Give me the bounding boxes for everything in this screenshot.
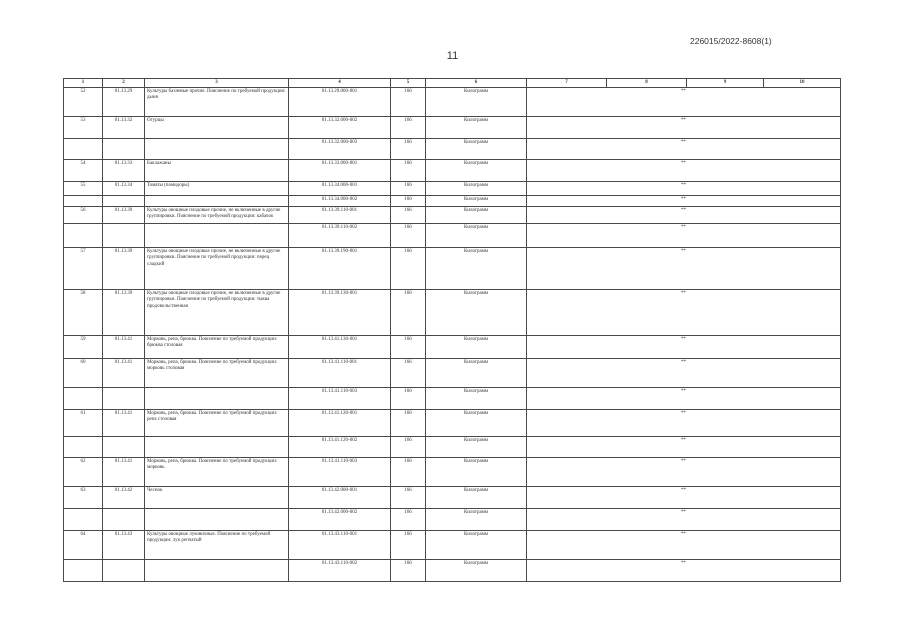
merged-characteristics-cell: ** — [527, 248, 841, 290]
okpd-code-cell: 01.13.43 — [103, 531, 145, 560]
unit-cell: Килограмм — [426, 160, 527, 182]
table-row — [64, 290, 841, 336]
product-name-cell: Культуры овощные плодовые прочие, не включенные в другие группировки. Пояснение по требуемой продукции: перец сладкий — [145, 248, 289, 290]
unit-cell: Килограмм — [426, 487, 527, 509]
unit-cell: Килограмм — [426, 560, 527, 582]
okei-code-cell: 166 — [391, 437, 426, 458]
okei-code-cell: 166 — [391, 160, 426, 182]
okei-code-cell: 166 — [391, 531, 426, 560]
okpd-position-cell: 01.13.39.130-001 — [289, 290, 391, 336]
merged-characteristics-cell: ** — [527, 224, 841, 248]
product-name-cell — [145, 560, 289, 582]
unit-cell: Килограмм — [426, 410, 527, 437]
product-name-cell: Культуры овощные луковичные. Пояснение по требуемой продукции: лук репчатый — [145, 531, 289, 560]
okpd-code-cell: 01.13.41 — [103, 359, 145, 388]
okpd-position-cell: 01.13.39.190-001 — [289, 248, 391, 290]
okpd-code-cell: 01.13.41 — [103, 410, 145, 437]
unit-cell: Килограмм — [426, 139, 527, 160]
merged-characteristics-cell: ** — [527, 117, 841, 139]
okpd-position-cell: 01.13.34.000-002 — [289, 196, 391, 207]
table-row — [64, 336, 841, 359]
unit-cell: Килограмм — [426, 388, 527, 410]
table-row — [64, 388, 841, 410]
merged-characteristics-cell: ** — [527, 509, 841, 531]
row-number-cell — [64, 437, 103, 458]
table-row — [64, 437, 841, 458]
row-number-cell: 58 — [64, 290, 103, 336]
table-row — [64, 207, 841, 224]
okpd-position-cell: 01.13.32.000-002 — [289, 117, 391, 139]
table-row — [64, 509, 841, 531]
product-name-cell: Баклажаны — [145, 160, 289, 182]
okpd-code-cell — [103, 437, 145, 458]
table-row — [64, 248, 841, 290]
merged-characteristics-cell: ** — [527, 560, 841, 582]
okpd-code-cell: 01.13.41 — [103, 336, 145, 359]
table-row — [64, 182, 841, 196]
unit-cell: Килограмм — [426, 458, 527, 487]
merged-characteristics-cell: ** — [527, 410, 841, 437]
unit-cell: Килограмм — [426, 248, 527, 290]
merged-characteristics-cell: ** — [527, 139, 841, 160]
column-header: 7 — [527, 79, 607, 88]
okpd-code-cell — [103, 388, 145, 410]
merged-characteristics-cell: ** — [527, 290, 841, 336]
column-header: 4 — [289, 79, 391, 88]
table-row — [64, 139, 841, 160]
row-number-cell — [64, 196, 103, 207]
table-row — [64, 560, 841, 582]
product-name-cell: Томаты (помидоры) — [145, 182, 289, 196]
okpd-position-cell: 01.13.39.110-001 — [289, 207, 391, 224]
table-row — [64, 196, 841, 207]
row-number-cell: 63 — [64, 487, 103, 509]
okpd-position-cell: 01.13.43.110-002 — [289, 560, 391, 582]
okei-code-cell: 166 — [391, 196, 426, 207]
okei-code-cell: 166 — [391, 359, 426, 388]
table-row — [64, 531, 841, 560]
merged-characteristics-cell: ** — [527, 531, 841, 560]
okei-code-cell: 166 — [391, 139, 426, 160]
okei-code-cell: 166 — [391, 458, 426, 487]
row-number-cell: 54 — [64, 160, 103, 182]
merged-characteristics-cell: ** — [527, 336, 841, 359]
product-name-cell — [145, 509, 289, 531]
product-name-cell: Морковь, репа, брюква. Пояснение по требуемой продукции: морковь — [145, 458, 289, 487]
row-number-cell: 64 — [64, 531, 103, 560]
okpd-code-cell: 01.13.39 — [103, 207, 145, 224]
unit-cell: Килограмм — [426, 290, 527, 336]
column-header: 1 — [64, 79, 103, 88]
product-name-cell — [145, 139, 289, 160]
row-number-cell — [64, 509, 103, 531]
unit-cell: Килограмм — [426, 224, 527, 248]
okei-code-cell: 166 — [391, 224, 426, 248]
unit-cell: Килограмм — [426, 437, 527, 458]
product-name-cell — [145, 224, 289, 248]
row-number-cell — [64, 224, 103, 248]
table-row — [64, 410, 841, 437]
okpd-position-cell: 01.13.39.110-002 — [289, 224, 391, 248]
unit-cell: Килограмм — [426, 196, 527, 207]
product-name-cell: Морковь, репа, брюква. Пояснение по требуемой продукции: морковь столовая — [145, 359, 289, 388]
okpd-position-cell: 01.13.41.110-003 — [289, 388, 391, 410]
column-header: 6 — [426, 79, 527, 88]
merged-characteristics-cell: ** — [527, 458, 841, 487]
table-header-row — [64, 79, 841, 88]
okpd-code-cell — [103, 224, 145, 248]
okei-code-cell: 166 — [391, 290, 426, 336]
product-name-cell: Культуры бахчевые прочие. Пояснение по требуемой продукции: дыня — [145, 88, 289, 117]
okei-code-cell: 166 — [391, 388, 426, 410]
okpd-position-cell: 01.13.41.120-001 — [289, 410, 391, 437]
table-row — [64, 224, 841, 248]
row-number-cell — [64, 388, 103, 410]
okpd-code-cell: 01.13.39 — [103, 248, 145, 290]
okpd-position-cell: 01.13.43.110-001 — [289, 531, 391, 560]
row-number-cell: 62 — [64, 458, 103, 487]
okpd-position-cell: 01.13.34.000-001 — [289, 182, 391, 196]
row-number-cell: 52 — [64, 88, 103, 117]
document-number: 226015/2022-8608(1) — [690, 36, 772, 46]
page-number: 11 — [446, 50, 459, 62]
product-name-cell: Культуры овощные плодовые прочие, не включенные в другие группировки. Пояснение по требуемой продукции: тыква продовольственная — [145, 290, 289, 336]
okei-code-cell: 166 — [391, 207, 426, 224]
merged-characteristics-cell: ** — [527, 196, 841, 207]
row-number-cell — [64, 560, 103, 582]
row-number-cell: 61 — [64, 410, 103, 437]
table-row — [64, 160, 841, 182]
products-table — [63, 78, 841, 582]
okpd-position-cell: 01.13.33.000-001 — [289, 160, 391, 182]
product-name-cell: Культуры овощные плодовые прочие, не включенные в другие группировки. Пояснение по требуемой продукции: кабачок — [145, 207, 289, 224]
okpd-code-cell — [103, 139, 145, 160]
row-number-cell: 56 — [64, 207, 103, 224]
table-body — [64, 88, 841, 582]
unit-cell: Килограмм — [426, 88, 527, 117]
okpd-position-cell: 01.13.41.110-001 — [289, 359, 391, 388]
merged-characteristics-cell: ** — [527, 207, 841, 224]
table-row — [64, 359, 841, 388]
column-header: 5 — [391, 79, 426, 88]
okpd-position-cell: 01.13.42.000-002 — [289, 509, 391, 531]
okpd-position-cell: 01.13.29.000-001 — [289, 88, 391, 117]
okei-code-cell: 166 — [391, 560, 426, 582]
row-number-cell: 53 — [64, 117, 103, 139]
okei-code-cell: 166 — [391, 487, 426, 509]
okei-code-cell: 166 — [391, 248, 426, 290]
row-number-cell: 59 — [64, 336, 103, 359]
okpd-position-cell: 01.13.41.110-003 — [289, 458, 391, 487]
product-name-cell — [145, 388, 289, 410]
table-row — [64, 487, 841, 509]
unit-cell: Килограмм — [426, 509, 527, 531]
okei-code-cell: 166 — [391, 88, 426, 117]
okpd-code-cell: 01.13.39 — [103, 290, 145, 336]
column-header: 8 — [607, 79, 687, 88]
table-row — [64, 117, 841, 139]
unit-cell: Килограмм — [426, 182, 527, 196]
column-header: 3 — [145, 79, 289, 88]
row-number-cell: 55 — [64, 182, 103, 196]
okei-code-cell: 166 — [391, 336, 426, 359]
product-name-cell — [145, 437, 289, 458]
column-header: 2 — [103, 79, 145, 88]
table-row — [64, 458, 841, 487]
okpd-position-cell: 01.13.41.130-001 — [289, 336, 391, 359]
okpd-code-cell: 01.13.33 — [103, 160, 145, 182]
column-header: 9 — [687, 79, 764, 88]
merged-characteristics-cell: ** — [527, 437, 841, 458]
okpd-code-cell: 01.13.42 — [103, 487, 145, 509]
okpd-code-cell — [103, 560, 145, 582]
okpd-code-cell: 01.13.32 — [103, 117, 145, 139]
okpd-code-cell: 01.13.29 — [103, 88, 145, 117]
product-name-cell: Чеснок — [145, 487, 289, 509]
row-number-cell: 57 — [64, 248, 103, 290]
unit-cell: Килограмм — [426, 531, 527, 560]
okpd-code-cell: 01.13.41 — [103, 458, 145, 487]
product-name-cell: Морковь, репа, брюква. Пояснение по требуемой продукции: брюква столовая — [145, 336, 289, 359]
okpd-position-cell: 01.13.41.120-002 — [289, 437, 391, 458]
unit-cell: Килограмм — [426, 359, 527, 388]
unit-cell: Килограмм — [426, 207, 527, 224]
okei-code-cell: 166 — [391, 410, 426, 437]
merged-characteristics-cell: ** — [527, 487, 841, 509]
okpd-code-cell — [103, 196, 145, 207]
unit-cell: Килограмм — [426, 336, 527, 359]
okpd-code-cell: 01.13.34 — [103, 182, 145, 196]
product-name-cell: Огурцы — [145, 117, 289, 139]
column-header: 10 — [764, 79, 841, 88]
unit-cell: Килограмм — [426, 117, 527, 139]
merged-characteristics-cell: ** — [527, 160, 841, 182]
okei-code-cell: 166 — [391, 509, 426, 531]
product-name-cell: Морковь, репа, брюква. Пояснение по требуемой продукции: репа столовая — [145, 410, 289, 437]
merged-characteristics-cell: ** — [527, 388, 841, 410]
merged-characteristics-cell: ** — [527, 359, 841, 388]
merged-characteristics-cell: ** — [527, 182, 841, 196]
okpd-code-cell — [103, 509, 145, 531]
product-name-cell — [145, 196, 289, 207]
okei-code-cell: 166 — [391, 117, 426, 139]
okpd-position-cell: 01.13.42.000-001 — [289, 487, 391, 509]
okei-code-cell: 166 — [391, 182, 426, 196]
table-row — [64, 88, 841, 117]
row-number-cell: 60 — [64, 359, 103, 388]
okpd-position-cell: 01.13.32.000-003 — [289, 139, 391, 160]
merged-characteristics-cell: ** — [527, 88, 841, 117]
row-number-cell — [64, 139, 103, 160]
